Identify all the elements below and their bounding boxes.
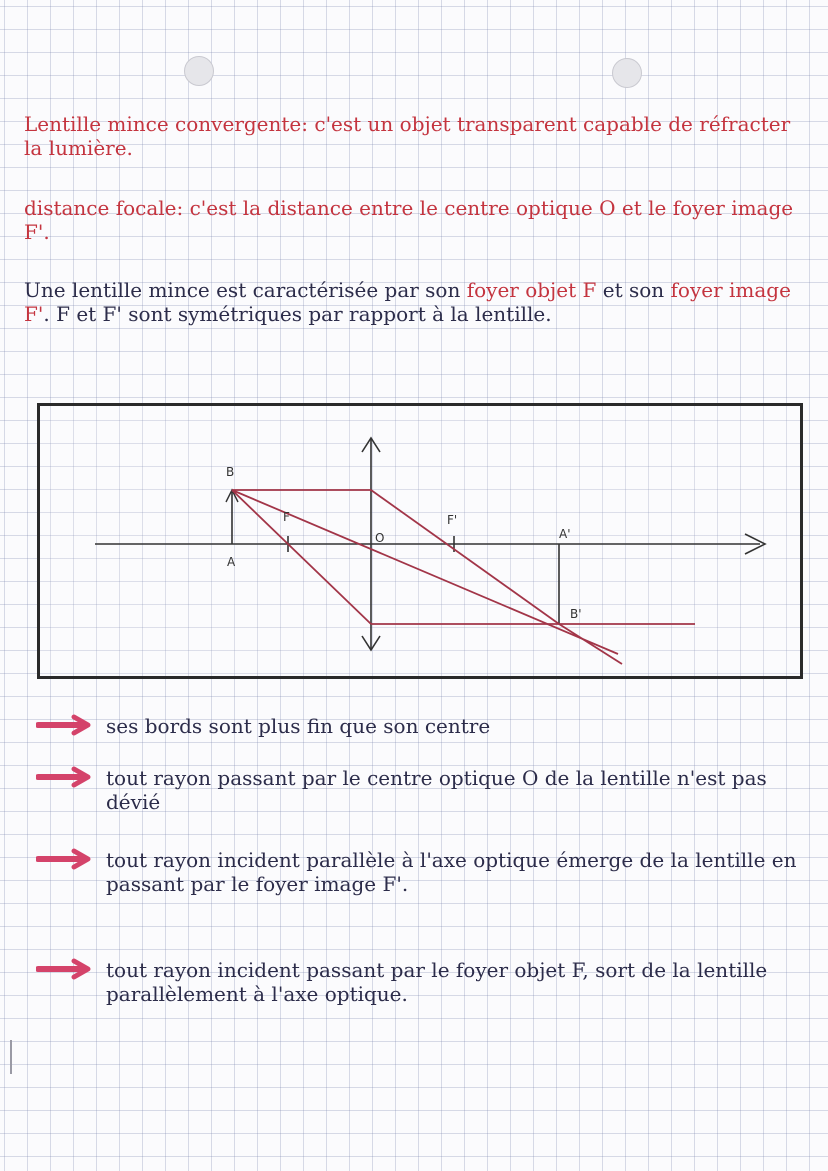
highlight-foyer-objet: foyer objet F [466, 278, 597, 302]
definition-term: Lentille mince convergente [24, 112, 302, 136]
highlight-foyer-image: foyer image F' [24, 278, 791, 326]
ray-parallel-emergent [371, 490, 559, 624]
rule-text: tout rayon incident passant par le foyer objet F, sort de la lentille parallèlement à l'axe optique. [106, 958, 768, 1006]
definition-body: : c'est un objet transparent capable de réfracter la lumière. [24, 112, 791, 160]
rule-text: ses bords sont plus fin que son centre [106, 714, 491, 738]
definition-text: et son [596, 278, 671, 302]
ray-diagram-svg [40, 406, 800, 676]
pink-arrow-icon [36, 766, 94, 788]
margin-mark [10, 1040, 12, 1074]
definition-focal-length [24, 196, 814, 244]
label-b: B [226, 465, 235, 479]
definition-converging-lens [24, 112, 814, 160]
ray-extension [559, 624, 622, 664]
label-b-prime: B' [570, 607, 582, 621]
pink-arrow-icon [36, 958, 94, 980]
label-f: F [283, 510, 290, 524]
pink-arrow-icon [36, 714, 94, 736]
ray-through-focus-incident [232, 490, 371, 624]
punch-hole [184, 56, 214, 86]
punch-hole [612, 58, 642, 88]
pink-arrow-icon [36, 848, 94, 870]
definition-body: : c'est la distance entre le centre optique O et le foyer image F'. [24, 196, 794, 244]
definition-term: distance focale [24, 196, 177, 220]
label-o: O [375, 531, 385, 545]
label-a: A [227, 555, 236, 569]
ray-diagram [37, 403, 803, 679]
definition-text: . F et F' sont symétriques par rapport à la lentille. [43, 302, 552, 326]
label-f-prime: F' [447, 513, 458, 527]
rule-text: tout rayon incident parallèle à l'axe optique émerge de la lentille en passant par le foyer image F'. [106, 848, 797, 896]
rule-text: tout rayon passant par le centre optique O de la lentille n'est pas dévié [106, 766, 767, 814]
definition-text: Une lentille mince est caractérisée par son [24, 278, 467, 302]
definition-foci [24, 278, 814, 326]
label-a-prime: A' [559, 527, 571, 541]
